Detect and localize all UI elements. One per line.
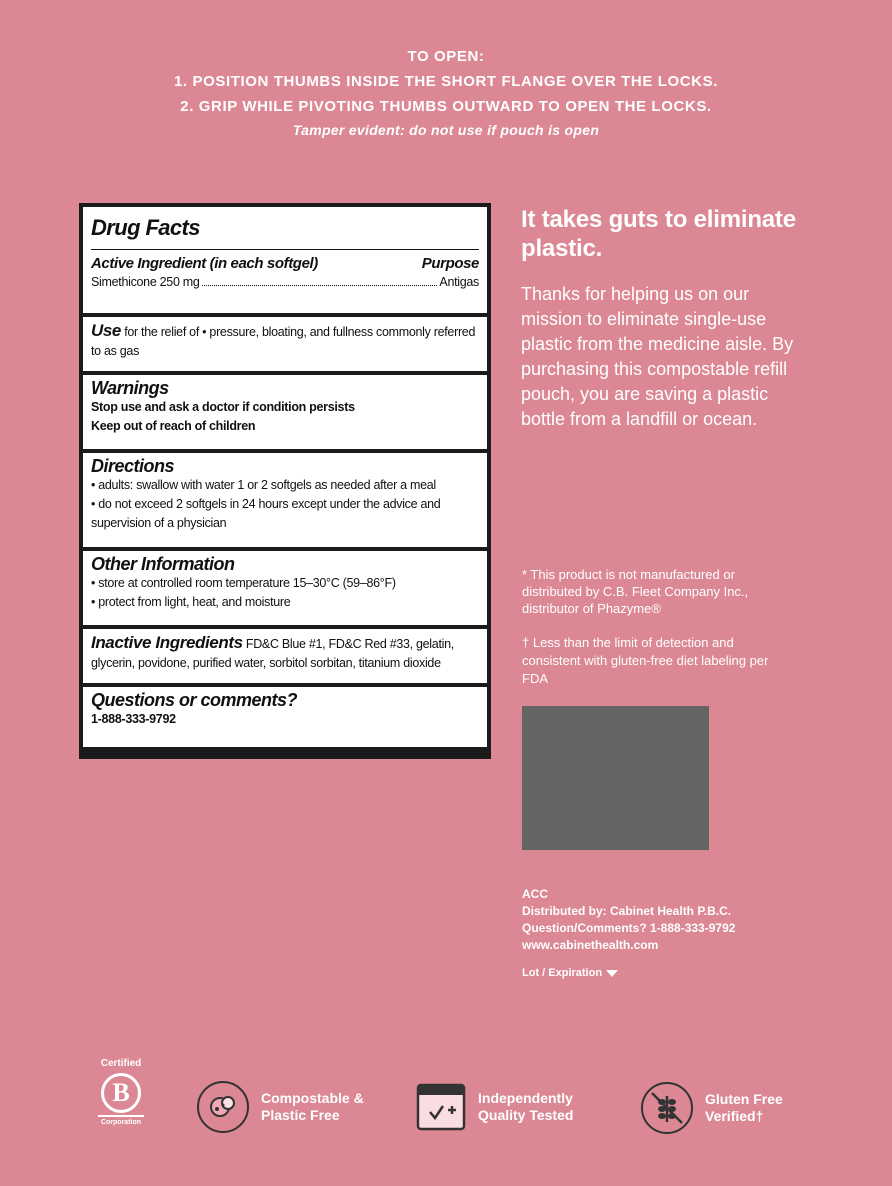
distributed-by: Distributed by: Cabinet Health P.B.C. <box>522 904 732 918</box>
warning-line-1: Stop use and ask a doctor if condition persists <box>91 400 355 414</box>
barcode-placeholder <box>522 706 709 850</box>
opening-instructions <box>0 44 892 138</box>
use-text: for the relief of • pressure, bloating, and fullness commonly referred to as gas <box>91 325 476 358</box>
drug-facts-use-section <box>83 317 487 371</box>
gluten-badge <box>641 1082 805 1134</box>
b-corp-icon <box>101 1073 141 1113</box>
inactive-heading: Inactive Ingredients <box>91 633 243 652</box>
lot-label: Lot / Expiration <box>522 967 603 979</box>
use-heading: Use <box>91 321 121 340</box>
warning-line-2: Keep out of reach of children <box>91 419 256 433</box>
drug-facts-questions-section <box>83 687 487 747</box>
drug-facts-other-section <box>83 551 487 625</box>
drug-facts-active-section <box>83 207 487 313</box>
directions-line-1: • adults: swallow with water 1 or 2 softgels as needed after a meal <box>91 478 436 492</box>
drug-facts-inactive-section <box>83 629 487 683</box>
marketing-headline: It takes guts to eliminate plastic. <box>521 206 796 262</box>
divider <box>91 249 479 250</box>
bcorp-letter: B <box>112 1078 130 1107</box>
bcorp-bar <box>98 1115 144 1117</box>
lot-expiration <box>522 967 618 979</box>
other-info-heading: Other Information <box>91 554 235 574</box>
active-ingredient: Simethicone 250 mg <box>91 275 200 289</box>
gluten-label: Gluten Free Verified† <box>705 1091 783 1124</box>
tested-badge <box>416 1082 598 1132</box>
bcorp-corporation: Corporation <box>100 1119 142 1126</box>
purpose-heading: Purpose <box>421 255 479 272</box>
questions-heading: Questions or comments? <box>91 690 298 710</box>
open-step-2: 2. GRIP WHILE PIVOTING THUMBS OUTWARD TO OPEN THE LOCKS. <box>180 98 712 115</box>
directions-line-2: • do not exceed 2 softgels in 24 hours except under the advice and supervision of a physician <box>91 497 441 530</box>
tamper-notice: Tamper evident: do not use if pouch is open <box>292 122 600 138</box>
active-heading-row <box>91 254 479 273</box>
open-title: TO OPEN: <box>407 48 485 65</box>
marketing-body: Thanks for helping us on our mission to eliminate single-use plastic from the medicine aisle. By purchasing this compostable refill pouch, you are saving a plastic bottle from a landfill or ocean. <box>521 284 794 429</box>
compostable-badge <box>197 1081 371 1133</box>
bcorp-certified: Certified <box>100 1058 142 1069</box>
drug-facts-panel <box>79 203 491 759</box>
quality-tested-icon <box>416 1082 466 1132</box>
gluten-note: † Less than the limit of detection and consistent with gluten-free diet labeling per FDA <box>522 635 769 686</box>
other-info-line-1: • store at controlled room temperature 15–30°C (59–86°F) <box>91 576 396 590</box>
questions-line: Question/Comments? 1-888-333-9792 <box>522 921 736 935</box>
gluten-free-icon <box>641 1082 693 1134</box>
drug-facts-directions-section <box>83 453 487 547</box>
distribution-block <box>522 886 822 954</box>
compostable-label: Compostable & Plastic Free <box>261 1090 364 1123</box>
drug-facts-title: Drug Facts <box>91 215 200 240</box>
b-corp-logo <box>93 1058 149 1126</box>
trademark-note: * This product is not manufactured or distributed by C.B. Fleet Company Inc., distributor of Phazyme® <box>522 567 749 616</box>
purpose-value: Antigas <box>439 275 479 289</box>
active-ingredient-heading: Active Ingredient (in each softgel) <box>91 255 318 272</box>
active-ingredient-row <box>91 273 479 292</box>
dot-leader <box>202 285 438 286</box>
open-step-1: 1. POSITION THUMBS INSIDE THE SHORT FLANGE OVER THE LOCKS. <box>173 73 718 90</box>
triangle-down-icon <box>606 970 618 977</box>
questions-phone: 1-888-333-9792 <box>91 712 176 726</box>
inactive-text: FD&C Blue #1, FD&C Red #33, gelatin, glycerin, povidone, purified water, sorbitol sorbitan, titanium dioxide <box>91 637 454 670</box>
acc-code: ACC <box>522 887 548 901</box>
drug-facts-warnings-section <box>83 375 487 449</box>
website: www.cabinethealth.com <box>522 938 659 952</box>
warnings-heading: Warnings <box>91 378 169 398</box>
directions-heading: Directions <box>91 456 175 476</box>
compostable-icon <box>197 1081 249 1133</box>
other-info-line-2: • protect from light, heat, and moisture <box>91 595 291 609</box>
tested-label: Independently Quality Tested <box>478 1090 574 1123</box>
